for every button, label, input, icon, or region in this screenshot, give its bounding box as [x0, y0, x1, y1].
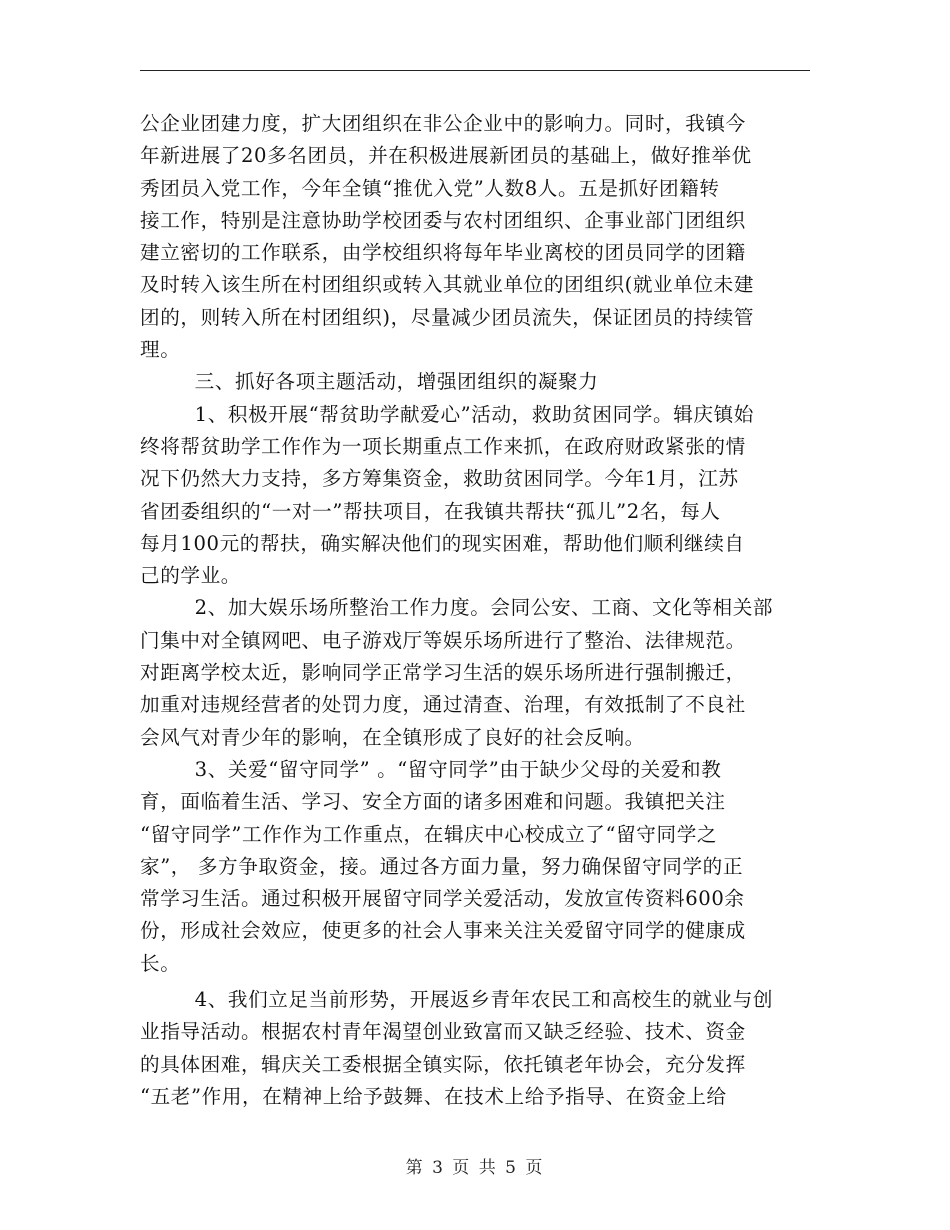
text-line: 己的学业。 — [140, 564, 241, 588]
text-line: 育，面临着生活、学习、安全方面的诸多困难和问题。我镇把关注 — [140, 790, 726, 814]
page-number: 第 3 页 共 5 页 — [405, 1158, 545, 1178]
text-line: 份，形成社会效应，使更多的社会人事来关注关爱留守同学的健康成 — [140, 919, 746, 943]
text-line: 省团委组织的“一对一”帮扶项目，在我镇共帮扶“孤儿”2名，每人 — [140, 499, 721, 523]
text-line: “五老”作用，在精神上给予鼓舞、在技术上给予指导、在资金上给 — [140, 1084, 727, 1108]
text-line: 会风气对青少年的影响，在全镇形成了良好的社会反响。 — [140, 725, 645, 749]
section-heading: 三、抓好各项主题活动，增强团组织的凝聚力 — [140, 370, 599, 394]
text-line: 理。 — [140, 338, 181, 362]
text-line: 况下仍然大力支持，多方筹集资金，救助贫困同学。今年1月，江苏 — [140, 467, 739, 491]
text-line: 3、关爱“留守同学” 。“留守同学”由于缺少父母的关爱和教 — [140, 757, 722, 781]
text-line: 公企业团建力度，扩大团组织在非公企业中的影响力。同时，我镇今 — [140, 112, 746, 135]
text-line: 4、我们立足当前形势，开展返乡青年农民工和高校生的就业与创 — [140, 988, 774, 1012]
text-line: 年新进展了20多名团员，并在积极进展新团员的基础上，做好推举优 — [140, 144, 752, 168]
text-line: 每月100元的帮扶，确实解决他们的现实困难，帮助他们顺利继续自 — [140, 531, 745, 555]
text-line: 接工作，特别是注意协助学校团委与农村团组织、企事业部门团组织 — [140, 208, 746, 232]
text-line: 终将帮贫助学工作作为一项长期重点工作来抓，在政府财政紧张的情 — [140, 434, 746, 458]
text-line: 对距离学校太近，影响同学正常学习生活的娱乐场所进行强制搬迁， — [140, 661, 746, 685]
text-line: 建立密切的工作联系，由学校组织将每年毕业离校的团员同学的团籍 — [140, 241, 746, 265]
text-line: 家”， 多方争取资金，接。通过各方面力量，努力确保留守同学的正 — [140, 854, 744, 878]
document-body — [140, 108, 810, 1113]
text-line: 2、加大娱乐场所整治工作力度。会同公安、工商、文化等相关部 — [140, 596, 774, 620]
text-line: 秀团员入党工作，今年全镇“推优入党”人数8人。五是抓好团籍转 — [140, 176, 720, 200]
text-line: 的具体困难，辑庆关工委根据全镇实际，依托镇老年协会，充分发挥 — [140, 1052, 746, 1076]
text-line: “留守同学”工作作为工作重点，在辑庆中心校成立了“留守同学之 — [140, 822, 718, 846]
text-line: 加重对违规经营者的处罚力度，通过清查、治理，有效抵制了不良社 — [140, 693, 746, 717]
text-line: 团的，则转入所在村团组织)，尽量减少团员流失，保证团员的持续管 — [140, 305, 755, 329]
text-line: 1、积极开展“帮贫助学献爱心”活动，救助贫困同学。辑庆镇始 — [140, 402, 754, 426]
text-line: 业指导活动。根据农村青年渴望创业致富而又缺乏经验、技术、资金 — [140, 1020, 746, 1044]
text-line: 及时转入该生所在村团组织或转入其就业单位的团组织(就业单位未建 — [140, 273, 755, 297]
text-line: 常学习生活。通过积极开展留守同学关爱活动，发放宣传资料600余 — [140, 887, 745, 911]
text-line: 门集中对全镇网吧、电子游戏厅等娱乐场所进行了整治、法律规范。 — [140, 628, 746, 652]
text-line: 长。 — [140, 951, 181, 975]
header-rule — [140, 70, 810, 71]
